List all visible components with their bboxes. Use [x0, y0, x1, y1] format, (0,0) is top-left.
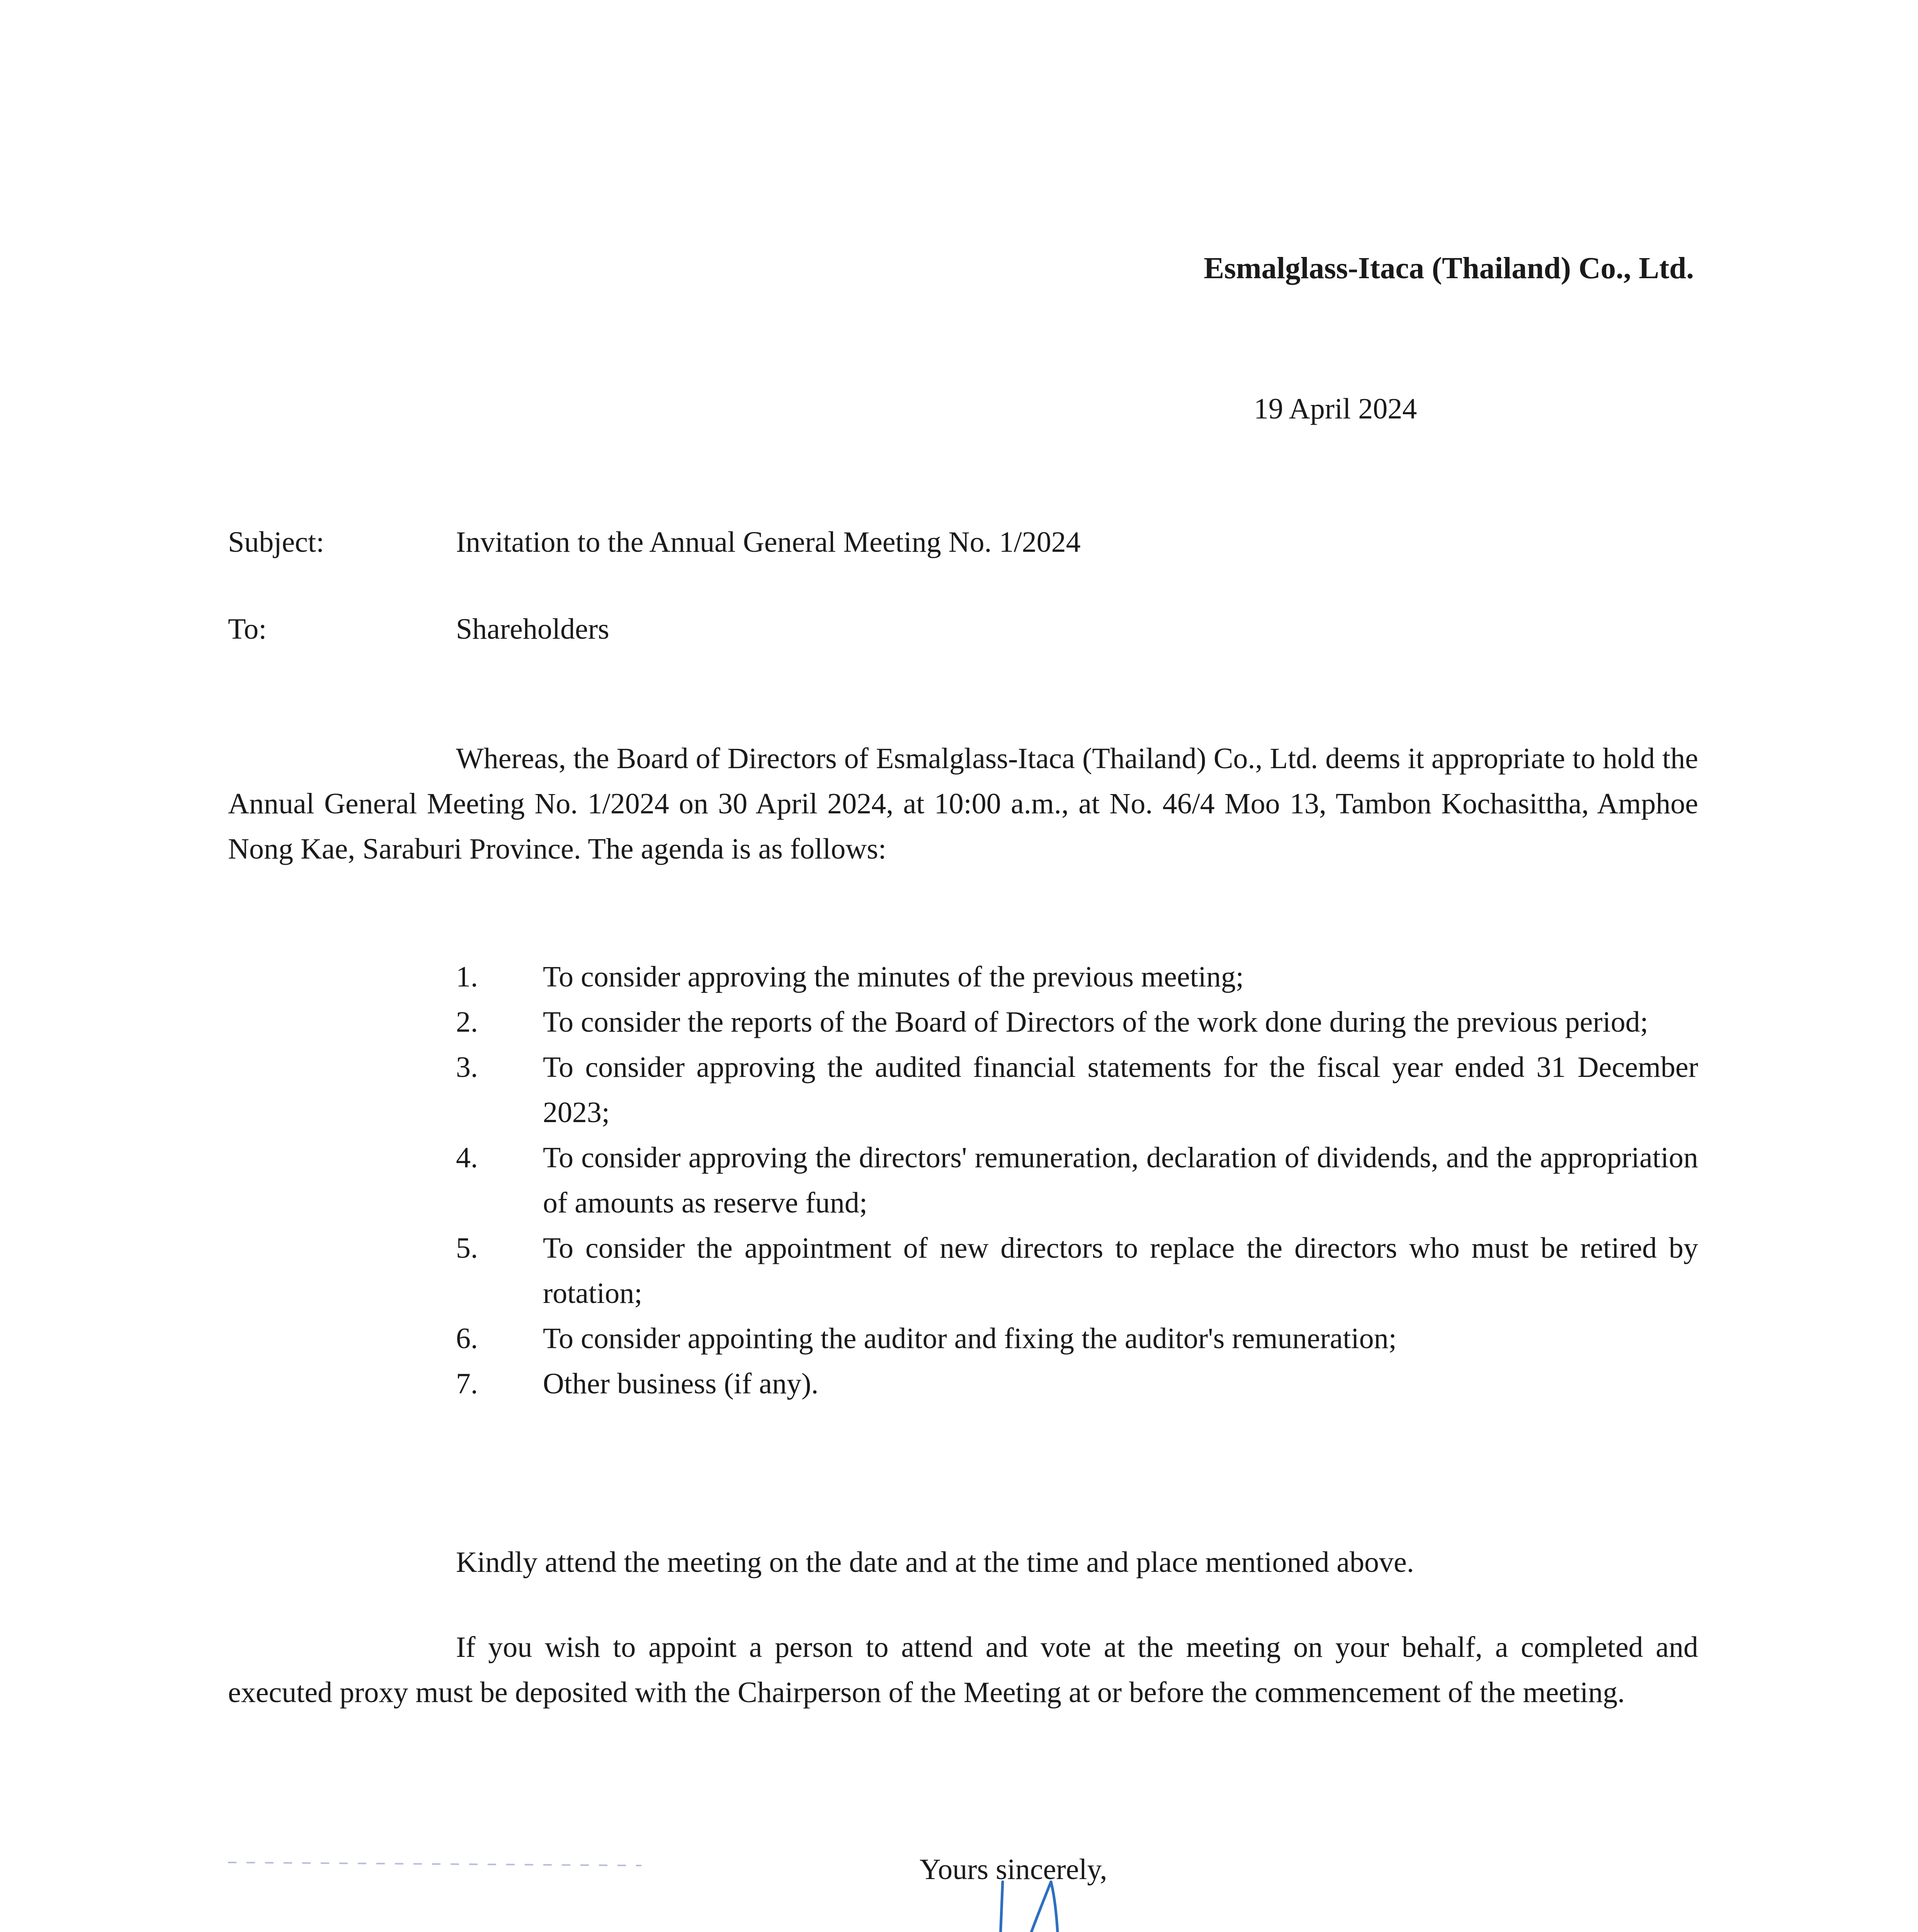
agenda-item-number: 7. [456, 1367, 478, 1400]
agenda-item [456, 1316, 1698, 1361]
agenda-item [456, 1135, 1698, 1226]
agenda-list [456, 954, 1698, 1406]
subject-label: Subject: [228, 526, 325, 558]
agenda-item [456, 1000, 1698, 1045]
agenda-item-text: To consider appointing the auditor and fixing the auditor's remuneration; [543, 1322, 1397, 1355]
agenda-item-number: 5. [456, 1232, 478, 1264]
letter-date: 19 April 2024 [1254, 393, 1417, 425]
agenda-item-text: To consider approving the minutes of the previous meeting; [543, 961, 1244, 993]
agenda-item-text: To consider approving the directors' remuneration, declaration of dividends, and the appropriation of amounts as reserve fund; [543, 1141, 1698, 1219]
agenda-item-number: 6. [456, 1322, 478, 1355]
recipient-row [228, 607, 609, 652]
intro-paragraph: Whereas, the Board of Directors of Esmalglass-Itaca (Thailand) Co., Ltd. deems it appropriate to hold the Annual General Meeting No. 1/2024 on 30 April 2024, at 10:00 a.m., at No. 46/4 Moo 13, Tambon Kochasittha, Amphoe Nong Kae, Saraburi Province. The agenda is as follows: [228, 742, 1698, 865]
agenda-item [456, 1226, 1698, 1316]
agenda-item-number: 2. [456, 1006, 478, 1038]
agenda-item-number: 1. [456, 961, 478, 993]
recipient-label: To: [228, 613, 267, 645]
agenda-item-text: To consider approving the audited financial statements for the fiscal year ended 31 December 2023; [543, 1051, 1698, 1129]
agenda-item [456, 954, 1698, 1000]
agenda-item-number: 3. [456, 1051, 478, 1083]
agenda-item [456, 1045, 1698, 1135]
closing-salutation: Yours sincerely, [920, 1853, 1107, 1886]
recipient-value: Shareholders [456, 613, 609, 645]
agenda-item-text: Other business (if any). [543, 1367, 819, 1400]
agenda-item-text: To consider the reports of the Board of Directors of the work done during the previous period; [543, 1006, 1648, 1038]
agenda-item-text: To consider the appointment of new directors to replace the directors who must be retired by rotation; [543, 1232, 1698, 1310]
company-name: Esmalglass-Itaca (Thailand) Co., Ltd. [1204, 252, 1694, 285]
attend-paragraph: Kindly attend the meeting on the date and at the time and place mentioned above. [456, 1546, 1414, 1578]
proxy-paragraph: If you wish to appoint a person to attend and vote at the meeting on your behalf, a completed and executed proxy must be deposited with the Chairperson of the Meeting at or before the commencement of the meeting. [228, 1631, 1698, 1709]
subject-value: Invitation to the Annual General Meeting No. 1/2024 [456, 526, 1081, 558]
company-stamp [216, 1835, 873, 1932]
agenda-item-number: 4. [456, 1141, 478, 1174]
subject-row [228, 520, 1081, 565]
agenda-item [456, 1361, 1698, 1406]
